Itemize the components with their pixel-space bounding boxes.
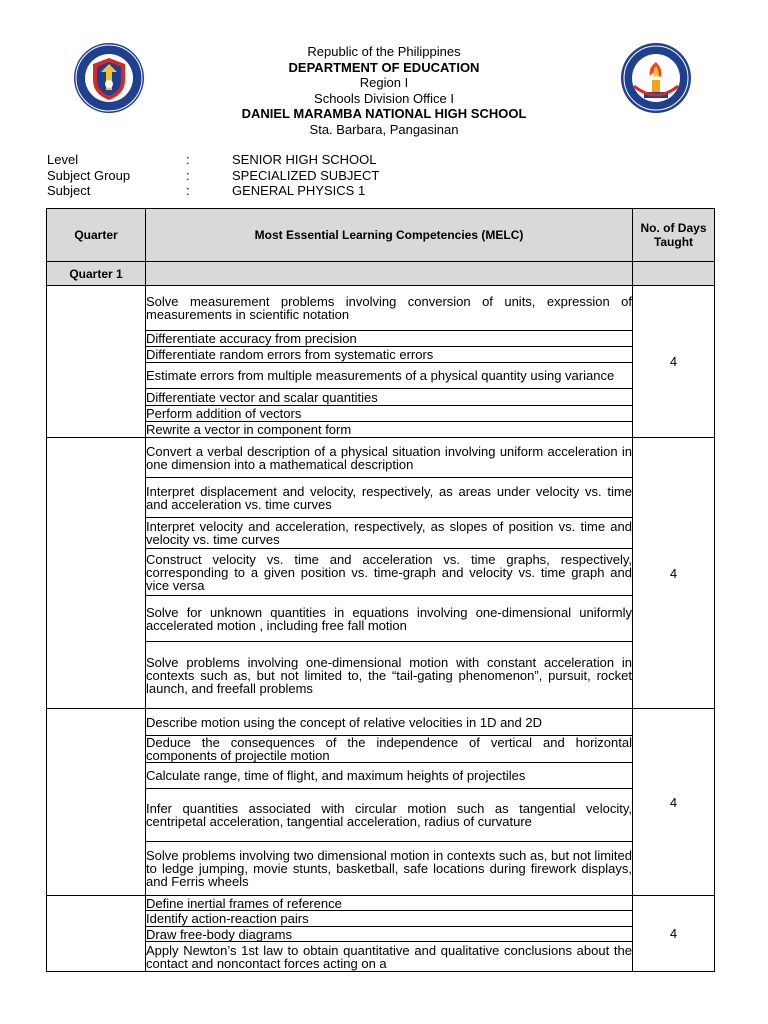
info-value: GENERAL PHYSICS 1 <box>232 183 366 198</box>
melc-table <box>46 208 715 972</box>
table-row <box>47 549 715 596</box>
table-row <box>47 789 715 842</box>
table-row <box>47 286 715 331</box>
division-line: Schools Division Office I <box>314 90 454 106</box>
info-value: SPECIALIZED SUBJECT <box>232 167 380 183</box>
competency-cell: Construct velocity vs. time and acceleration vs. time graphs, respectively, corresponding to a given position vs. time-graph and velocity vs. time graph and vice versa <box>146 549 633 596</box>
competency-cell: Define inertial frames of reference <box>146 896 633 911</box>
header-melc: Most Essential Learning Competencies (MELC) <box>146 209 633 262</box>
competency-cell: Identify action-reaction pairs <box>146 911 633 927</box>
competency-cell: Rewrite a vector in component form <box>146 422 633 438</box>
table-row <box>47 763 715 789</box>
competency-cell: Interpret displacement and velocity, respectively, as areas under velocity vs. time and acceleration vs. time curves <box>146 478 633 518</box>
table-row <box>47 347 715 363</box>
info-colon: : <box>186 167 190 183</box>
table-header-row <box>47 209 715 262</box>
table-row <box>47 709 715 736</box>
subject-info <box>47 152 379 199</box>
info-colon: : <box>186 183 190 198</box>
header-days: No. of Days Taught <box>633 209 715 262</box>
table-row <box>47 518 715 549</box>
table-row <box>47 927 715 942</box>
competency-cell: Infer quantities associated with circular motion such as tangential velocity, centripetal acceleration, tangential acceleration, radius of curvature <box>146 789 633 842</box>
days-cell: 4 <box>633 896 715 972</box>
table-row <box>47 406 715 422</box>
days-cell: 4 <box>633 438 715 709</box>
info-row-level <box>47 152 379 168</box>
competency-cell: Solve problems involving two dimensional motion in contexts such as, but not limited to ledge jumping, movie stunts, basketball, safe locations during firework displays, and Ferris wheels <box>146 842 633 896</box>
info-value: SENIOR HIGH SCHOOL <box>232 152 377 167</box>
days-cell: 4 <box>633 286 715 438</box>
quarter-row-blank <box>633 262 715 286</box>
table-row <box>47 331 715 347</box>
competency-cell: Differentiate accuracy from precision <box>146 331 633 347</box>
competency-cell: Convert a verbal description of a physical situation involving uniform acceleration in one dimension into a mathematical description <box>146 438 633 478</box>
table-row <box>47 363 715 389</box>
header-quarter: Quarter <box>47 209 146 262</box>
info-row-subject-group <box>47 168 379 184</box>
quarter-cell <box>47 286 146 438</box>
department-line: DEPARTMENT OF EDUCATION <box>288 59 480 75</box>
info-key: Subject <box>47 183 91 198</box>
info-row-subject <box>47 183 379 199</box>
info-key: Level <box>47 152 79 167</box>
competency-cell: Interpret velocity and acceleration, respectively, as slopes of position vs. time and velocity vs. time curves <box>146 519 632 547</box>
quarter-cell <box>47 438 146 709</box>
table-row <box>47 438 715 478</box>
quarter-cell <box>47 709 146 896</box>
school-address: Sta. Barbara, Pangasinan <box>309 121 459 137</box>
quarter-cell <box>47 896 146 972</box>
quarter-row-blank <box>146 262 633 286</box>
competency-cell: Solve measurement problems involving conversion of units, expression of measurements in scientific notation <box>146 286 633 331</box>
competency-cell: Perform addition of vectors <box>146 406 633 422</box>
competency-cell: Solve for unknown quantities in equations involving one-dimensional uniformly accelerated motion , including free fall motion <box>146 596 633 642</box>
competency-cell: Deduce the consequences of the independence of vertical and horizontal components of projectile motion <box>146 735 632 763</box>
competency-cell: Calculate range, time of flight, and maximum heights of projectiles <box>146 763 633 789</box>
document-header <box>0 44 768 137</box>
table-row <box>47 736 715 763</box>
table-row <box>47 422 715 438</box>
table-row <box>47 389 715 406</box>
info-colon: : <box>186 152 190 167</box>
table-row <box>47 842 715 896</box>
info-key: Subject Group <box>47 167 131 183</box>
table-row <box>47 478 715 518</box>
competency-cell: Describe motion using the concept of relative velocities in 1D and 2D <box>146 709 633 736</box>
table-row <box>47 596 715 642</box>
republic-line: Republic of the Philippines <box>307 44 461 59</box>
competency-cell: Differentiate vector and scalar quantities <box>146 389 633 406</box>
table-row <box>47 642 715 709</box>
table-row <box>47 911 715 927</box>
school-name: DANIEL MARAMBA NATIONAL HIGH SCHOOL <box>241 106 527 121</box>
quarter-row <box>47 262 715 286</box>
region-line: Region I <box>359 75 409 90</box>
table-row <box>47 896 715 911</box>
competency-cell: Draw free-body diagrams <box>146 927 633 942</box>
days-cell: 4 <box>633 709 715 896</box>
table-row <box>47 942 715 972</box>
competency-cell: Estimate errors from multiple measurements of a physical quantity using variance <box>146 363 633 389</box>
quarter-label: Quarter 1 <box>47 262 146 286</box>
competency-cell: Differentiate random errors from systematic errors <box>146 347 633 363</box>
competency-cell: Solve problems involving one-dimensional motion with constant acceleration in contexts such as, but not limited to, the “tail-gating phenomenon”, pursuit, rocket launch, and freefall problems <box>146 642 633 709</box>
competency-cell: Apply Newton’s 1st law to obtain quantitative and qualitative conclusions about the contact and noncontact forces acting on a <box>146 942 632 971</box>
